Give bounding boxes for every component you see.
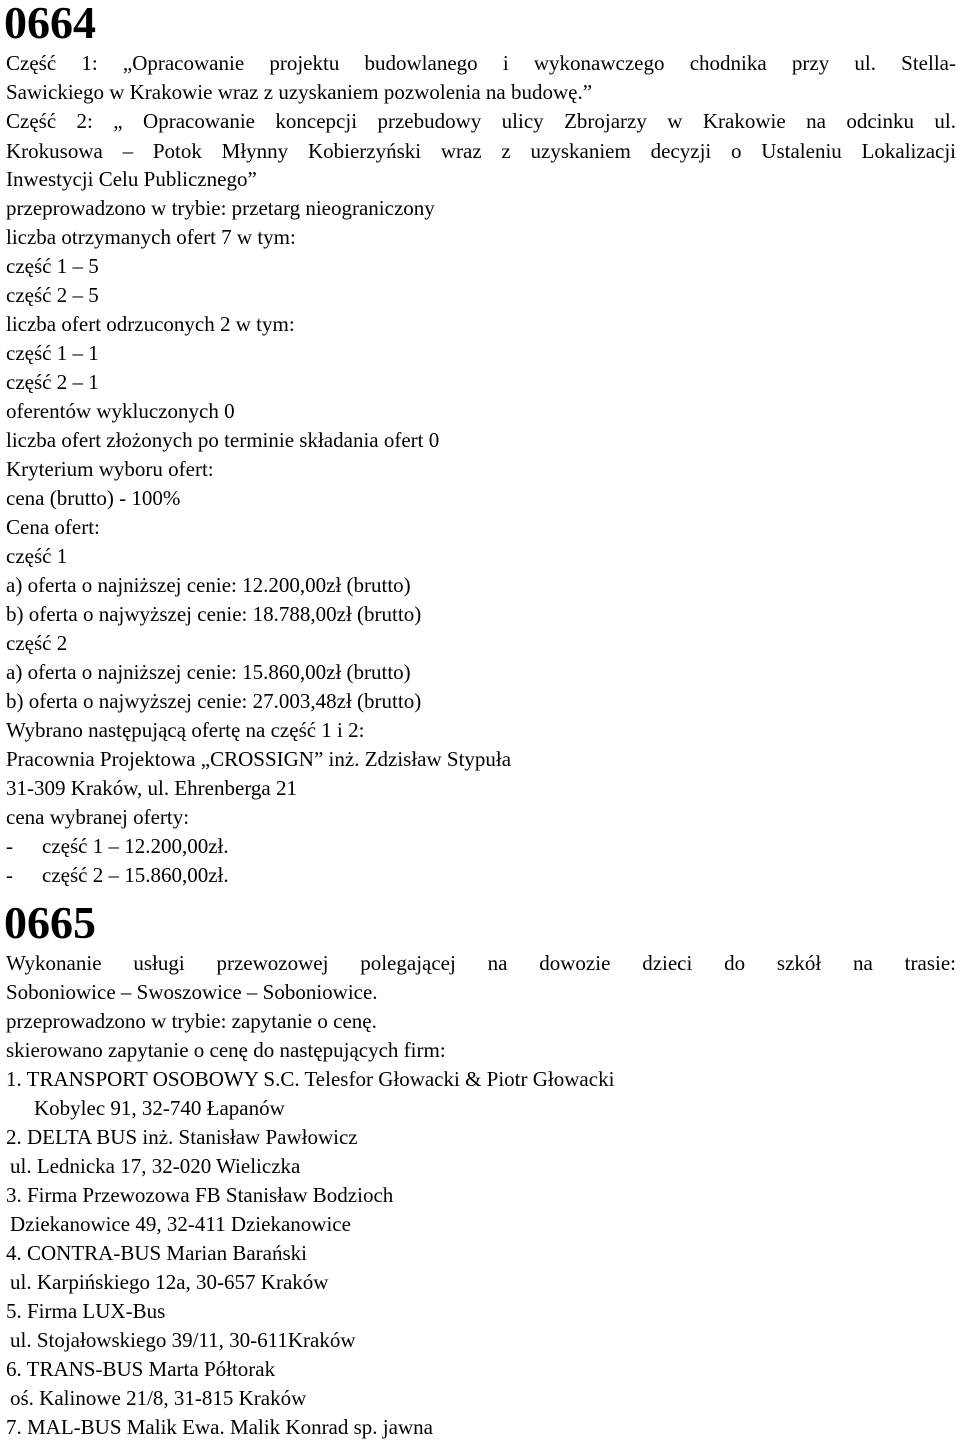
text-line: oferentów wykluczonych 0: [6, 399, 235, 423]
firm-name: 6. TRANS-BUS Marta Półtorak: [6, 1357, 276, 1381]
firm-name: 1. TRANSPORT OSOBOWY S.C. Telesfor Głowacki & Piotr Głowacki: [6, 1067, 615, 1091]
text-line: Pracownia Projektowa „CROSSIGN” inż. Zdzisław Stypuła: [6, 747, 512, 771]
text-line: Cena ofert:: [6, 515, 100, 539]
text-line: Kryterium wyboru ofert:: [6, 457, 214, 481]
text-line: Część 1: „Opracowanie projektu budowlanego i wykonawczego chodnika przy ul. Stella-: [6, 51, 956, 75]
text-line: część 1: [6, 544, 68, 568]
text-line: część 1 – 5: [6, 254, 99, 278]
firm-address: ul. Stojałowskiego 39/11, 30-611Kraków: [10, 1328, 356, 1352]
firm-address: Dziekanowice 49, 32-411 Dziekanowice: [10, 1212, 351, 1236]
price-list-text: część 2 – 15.860,00zł.: [42, 863, 229, 887]
text-line: Krokusowa – Potok Młynny Kobierzyński wraz z uzyskaniem decyzji o Ustaleniu Lokalizacji: [6, 139, 956, 163]
text-line: Wybrano następującą ofertę na część 1 i 2:: [6, 718, 365, 742]
text-line: Wykonanie usługi przewozowej polegającej na dowozie dzieci do szkół na trasie:: [6, 951, 956, 975]
section-number-0664: 0664: [4, 0, 96, 48]
text-line: liczba ofert odrzuconych 2 w tym:: [6, 312, 295, 336]
firm-name: 4. CONTRA-BUS Marian Barański: [6, 1241, 307, 1265]
text-line: b) oferta o najwyższej cenie: 18.788,00zł (brutto): [6, 602, 422, 626]
firm-address: ul. Karpińskiego 12a, 30-657 Kraków: [10, 1270, 329, 1294]
text-line: Sawickiego w Krakowie wraz z uzyskaniem pozwolenia na budowę.”: [6, 80, 593, 104]
list-dash: -: [6, 863, 13, 887]
text-line: część 1 – 1: [6, 341, 99, 365]
text-line: Soboniowice – Swoszowice – Soboniowice.: [6, 980, 378, 1004]
text-line: przeprowadzono w trybie: przetarg nieograniczony: [6, 196, 435, 220]
firm-name: 7. MAL-BUS Malik Ewa. Malik Konrad sp. jawna: [6, 1415, 433, 1439]
text-line: b) oferta o najwyższej cenie: 27.003,48zł (brutto): [6, 689, 422, 713]
firm-name: 5. Firma LUX-Bus: [6, 1299, 166, 1323]
section-number-0665: 0665: [4, 897, 96, 948]
firm-address: Kobylec 91, 32-740 Łapanów: [34, 1096, 285, 1120]
text-line: skierowano zapytanie o cenę do następujących firm:: [6, 1038, 446, 1062]
price-list-text: część 1 – 12.200,00zł.: [42, 834, 229, 858]
text-line: część 2 – 5: [6, 283, 99, 307]
price-list-item: [6, 862, 229, 888]
firm-name: 2. DELTA BUS inż. Stanisław Pawłowicz: [6, 1125, 358, 1149]
text-line: przeprowadzono w trybie: zapytanie o cenę.: [6, 1009, 377, 1033]
text-line: a) oferta o najniższej cenie: 12.200,00zł (brutto): [6, 573, 411, 597]
text-line: liczba otrzymanych ofert 7 w tym:: [6, 225, 296, 249]
text-line: Inwestycji Celu Publicznego”: [6, 167, 257, 191]
firm-name: 3. Firma Przewozowa FB Stanisław Bodzioch: [6, 1183, 394, 1207]
text-line: liczba ofert złożonych po terminie składania ofert 0: [6, 428, 440, 452]
text-line: część 2: [6, 631, 68, 655]
text-line: część 2 – 1: [6, 370, 99, 394]
firm-address: ul. Lednicka 17, 32-020 Wieliczka: [10, 1154, 301, 1178]
price-list-item: [6, 833, 229, 859]
text-line: cena wybranej oferty:: [6, 805, 190, 829]
list-dash: -: [6, 834, 13, 858]
text-line: Część 2: „ Opracowanie koncepcji przebudowy ulicy Zbrojarzy w Krakowie na odcinku ul.: [6, 109, 956, 133]
firm-address: oś. Kalinowe 21/8, 31-815 Kraków: [10, 1386, 307, 1410]
text-line: a) oferta o najniższej cenie: 15.860,00zł (brutto): [6, 660, 411, 684]
text-line: 31-309 Kraków, ul. Ehrenberga 21: [6, 776, 298, 800]
text-line: cena (brutto) - 100%: [6, 486, 181, 510]
